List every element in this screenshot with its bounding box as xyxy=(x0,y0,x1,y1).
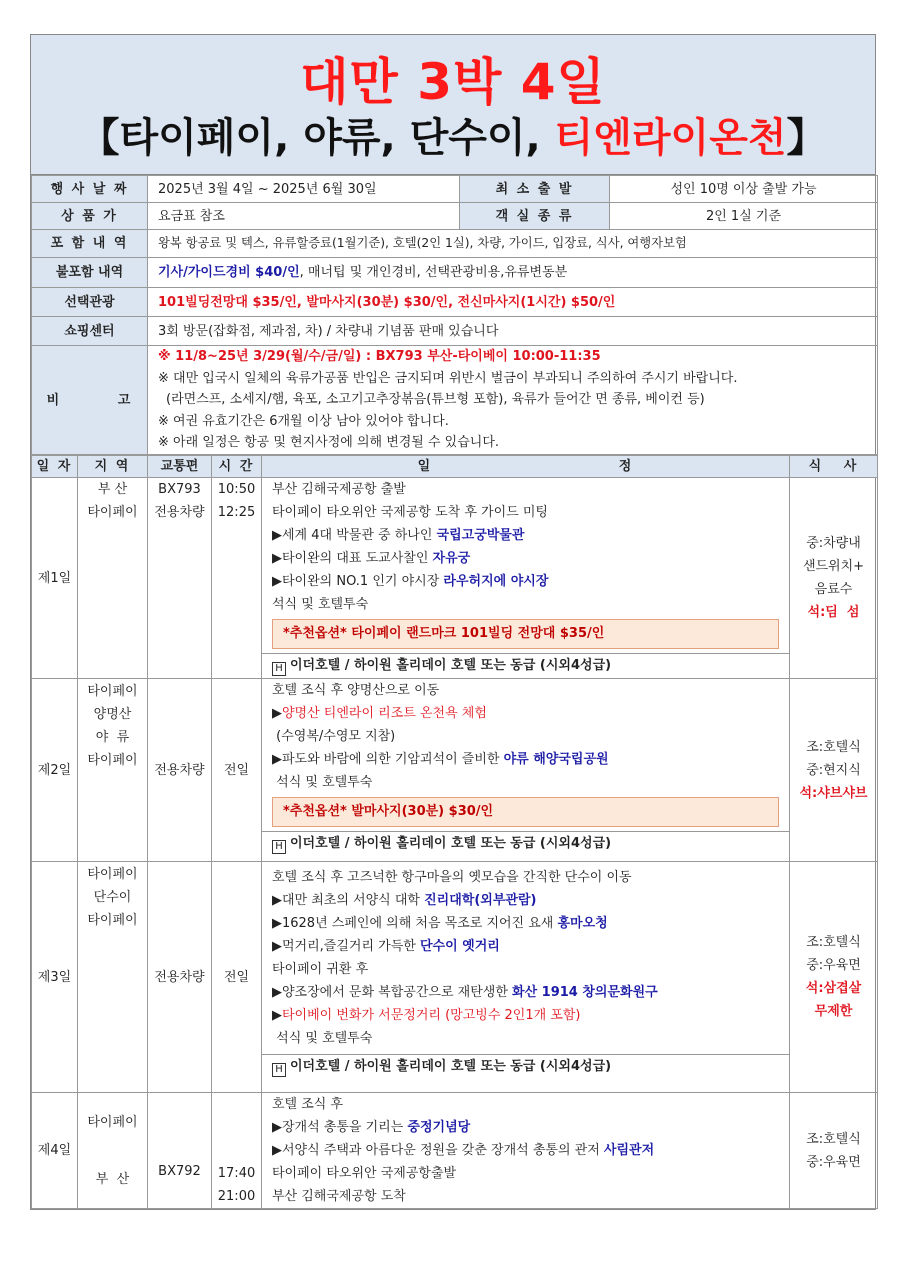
highlight-place: 라우허지에 야시장 xyxy=(443,574,549,589)
time-cell xyxy=(212,679,262,862)
transport-name: 전용차량 xyxy=(154,505,205,520)
recommended-option: *추천옵션* 타이페이 랜드마크 101빌딩 전망대 $35/인 xyxy=(272,619,779,649)
transport-cell xyxy=(148,679,212,862)
included-value: 왕복 항공료 및 텍스, 유류할증료(1월기준), 호텔(2인 1실), 차량, 가이드, 입장료, 식사, 여행자보험 xyxy=(148,230,878,258)
schedule-text: 호텔 조식 후 양명산으로 이동 xyxy=(272,683,440,698)
schedule-line xyxy=(272,771,779,794)
dinner-item: 석:삼겹살 무제한 xyxy=(805,981,862,1019)
schedule-text: 부산 김해국제공항 도착 xyxy=(272,1189,406,1204)
remark-meat-examples: (라면스프, 소세지/햄, 육포, 소고기고추장볶음(튜브형 포함), 육류가 들어간 면 종류, 베이컨 등) xyxy=(166,392,705,408)
region-name: 부 산 xyxy=(97,482,128,497)
meal-cell xyxy=(790,478,878,679)
schedule-line xyxy=(272,547,779,570)
hotel-icon: H xyxy=(272,840,286,854)
schedule-text: ▶양조장에서 문화 복합공간으로 재탄생한 xyxy=(272,985,513,1000)
option-tour-label: 선택관광 xyxy=(32,288,148,317)
meal-item: 샌드위치+ xyxy=(802,559,865,574)
schedule-line xyxy=(272,725,779,748)
schedule-line xyxy=(272,679,779,702)
recommended-option: *추천옵션* 발마사지(30분) $30/인 xyxy=(272,797,779,827)
region-name: 타이페이 xyxy=(87,1114,138,1130)
subtitle-open-bracket: 【 xyxy=(79,115,120,161)
highlight-place: 진리대학(외부관람) xyxy=(424,893,537,908)
dinner-item: 석:딤 섬 xyxy=(807,605,860,620)
highlight-place: 타이베이 번화가 서문정거리 (망고빙수 2인1개 포함) xyxy=(282,1008,581,1023)
price-value: 요금표 참조 xyxy=(148,203,460,230)
schedule-cell xyxy=(262,1093,790,1209)
schedule-text: 부산 김해국제공항 출발 xyxy=(272,482,406,497)
remarks-label: 비 고 xyxy=(32,346,148,455)
remark-flight: ※ 11/8~25년 3/29(월/수/금/일) : BX793 부산-타이베이 10:00-11:35 xyxy=(158,349,601,365)
header-meal: 식 사 xyxy=(790,456,878,478)
shopping-value: 3회 방문(잡화점, 제과점, 차) / 차량내 기념품 판매 있습니다 xyxy=(148,317,878,346)
hotel-line xyxy=(262,831,789,856)
schedule-line xyxy=(272,524,779,547)
transport-cell xyxy=(148,1093,212,1209)
schedule-line xyxy=(272,501,779,524)
schedule-text: ▶장개석 총통을 기리는 xyxy=(272,1120,408,1135)
time-value: 17:40 xyxy=(217,1166,256,1181)
day-label: 제1일 xyxy=(32,478,78,679)
schedule-text: ▶ xyxy=(272,1008,282,1023)
day-row xyxy=(32,862,878,1093)
hotel-name: 이더호텔 / 하이원 홀리데이 호텔 또는 동급 (시외4성급) xyxy=(290,658,612,673)
schedule-line xyxy=(272,866,779,889)
highlight-place: 화산 1914 창의문화원구 xyxy=(512,985,658,1000)
highlight-place: 중정기념당 xyxy=(407,1120,471,1135)
schedule-text: 타이페이 귀환 후 xyxy=(272,962,369,977)
schedule-text: ▶먹거리,즐길거리 가득한 xyxy=(272,939,420,954)
schedule-cell xyxy=(262,478,790,679)
page-subtitle xyxy=(31,111,875,165)
schedule-text: ▶타이완의 NO.1 인기 야시장 xyxy=(272,574,444,589)
hotel-icon: H xyxy=(272,662,286,676)
remarks xyxy=(148,346,878,455)
highlight-place: 자유궁 xyxy=(432,551,471,566)
meal-item: 조:호텔식 xyxy=(806,739,861,755)
schedule-line xyxy=(272,935,779,958)
remark-meat-ban: ※ 대만 입국시 일체의 육류가공품 반입은 금지되며 위반시 벌금이 부과되니 주의하여 주시기 바랍니다. xyxy=(158,370,738,386)
meal-item: 중:우육면 xyxy=(806,958,861,973)
excluded-value xyxy=(148,258,878,288)
schedule-text: ▶1628년 스페인에 의해 처음 목조로 지어진 요새 xyxy=(272,916,558,931)
schedule-line xyxy=(272,593,779,616)
region-cell xyxy=(78,862,148,1093)
schedule-text: ▶세계 4대 박물관 중 하나인 xyxy=(272,528,437,543)
meal-item: 중:현지식 xyxy=(806,762,861,778)
day-label: 제2일 xyxy=(32,679,78,862)
schedule-table xyxy=(31,455,878,1209)
info-table xyxy=(31,175,878,455)
schedule-text: ▶파도와 바람에 의한 기암괴석이 즐비한 xyxy=(272,752,504,767)
price-label: 상 품 가 xyxy=(32,203,148,230)
schedule-text: 석식 및 호텔투숙 xyxy=(272,597,369,612)
schedule-line xyxy=(272,1004,779,1027)
day-label: 제4일 xyxy=(32,1093,78,1209)
hotel-name: 이더호텔 / 하이원 홀리데이 호텔 또는 동급 (시외4성급) xyxy=(290,836,612,851)
time-cell xyxy=(212,1093,262,1209)
schedule-line xyxy=(272,889,779,912)
header-transport: 교통편 xyxy=(148,456,212,478)
period-value: 2025년 3월 4일 ~ 2025년 6월 30일 xyxy=(148,176,460,203)
guide-fee: 기사/가이드경비 $40/인 xyxy=(158,265,300,280)
day-row xyxy=(32,679,878,862)
region-name: 야 류 xyxy=(95,730,130,745)
region-name: 타이페이 xyxy=(87,913,138,928)
transport-cell xyxy=(148,478,212,679)
meal-cell xyxy=(790,862,878,1093)
schedule-text: ▶ xyxy=(272,706,282,721)
schedule-cell xyxy=(262,862,790,1093)
header-schedule: 일 정 xyxy=(262,456,790,478)
schedule-text: 호텔 조식 후 고즈넉한 항구마을의 옛모습을 간직한 단수이 이동 xyxy=(272,870,632,885)
schedule-line xyxy=(272,570,779,593)
title-block xyxy=(31,35,875,175)
header-time: 시 간 xyxy=(212,456,262,478)
page-title: 대만 3박 4일 xyxy=(300,53,606,111)
schedule-line xyxy=(272,1139,779,1162)
schedule-line xyxy=(272,958,779,981)
time-value: 21:00 xyxy=(217,1189,256,1204)
hotel-name: 이더호텔 / 하이원 홀리데이 호텔 또는 동급 (시외4성급) xyxy=(290,1059,612,1074)
region-name: 단수이 xyxy=(93,890,132,905)
time-cell xyxy=(212,862,262,1093)
subtitle-highlight: 티엔라이온천 xyxy=(554,115,787,161)
time-cell xyxy=(212,478,262,679)
transport-name: 전용차량 xyxy=(154,762,205,778)
day-row xyxy=(32,1093,878,1209)
itinerary-sheet xyxy=(30,34,876,1210)
meal-item: 조:호텔식 xyxy=(806,935,861,950)
highlight-place: 홍마오청 xyxy=(557,916,608,931)
meal-cell xyxy=(790,679,878,862)
schedule-text: ▶서양식 주택과 아름다운 정원을 갖춘 장개석 총통의 관저 xyxy=(272,1143,604,1158)
region-name: 타이페이 xyxy=(87,684,138,699)
region-name: 타이페이 xyxy=(87,867,138,882)
highlight-place: 단수이 옛거리 xyxy=(419,939,500,954)
meal-item: 중:우육면 xyxy=(806,1154,861,1170)
hotel-line xyxy=(262,653,789,678)
option-tour-value: 101빌딩전망대 $35/인, 발마사지(30분) $30/인, 전신마사지(1시간) $50/인 xyxy=(148,288,878,317)
highlight-place: 양명산 티엔라이 리조트 온천욕 체험 xyxy=(282,706,487,721)
excluded-rest: , 매너팁 및 개인경비, 선택관광비용,유류변동분 xyxy=(299,265,568,280)
room-type-label: 객 실 종 류 xyxy=(460,203,610,230)
schedule-line xyxy=(272,478,779,501)
subtitle-cities: 타이페이, 야류, 단수이, xyxy=(119,115,555,161)
meal-cell xyxy=(790,1093,878,1209)
header-day: 일 자 xyxy=(32,456,78,478)
transport-name: BX792 xyxy=(158,1164,201,1179)
min-depart-value: 성인 10명 이상 출발 가능 xyxy=(610,176,878,203)
region-name: 타이페이 xyxy=(87,753,138,768)
dinner-item: 석:샤브샤브 xyxy=(799,785,868,801)
schedule-line xyxy=(272,1027,779,1050)
region-cell xyxy=(78,478,148,679)
excluded-label: 불포함 내역 xyxy=(32,258,148,288)
highlight-place: 사림관저 xyxy=(603,1143,655,1158)
day-row xyxy=(32,478,878,679)
hotel-icon: H xyxy=(272,1063,286,1077)
remark-change: ※ 아래 일정은 항공 및 현지사정에 의해 변경될 수 있습니다. xyxy=(158,435,500,451)
highlight-place: 국립고궁박물관 xyxy=(436,528,525,543)
region-cell xyxy=(78,1093,148,1209)
region-name: 양명산 xyxy=(93,707,132,722)
transport-cell xyxy=(148,862,212,1093)
schedule-line xyxy=(272,981,779,1004)
meal-item: 조:호텔식 xyxy=(806,1131,861,1147)
header-region: 지 역 xyxy=(78,456,148,478)
shopping-label: 쇼핑센터 xyxy=(32,317,148,346)
schedule-line xyxy=(272,1162,779,1185)
schedule-line xyxy=(272,748,779,771)
included-label: 포 함 내 역 xyxy=(32,230,148,258)
region-name: 타이페이 xyxy=(87,505,138,520)
time-value: 10:50 xyxy=(217,482,256,497)
hotel-line xyxy=(262,1054,789,1079)
region-name: 부 산 xyxy=(95,1171,130,1187)
schedule-line xyxy=(272,702,779,725)
schedule-line xyxy=(272,912,779,935)
subtitle-close-bracket: 】 xyxy=(786,115,827,161)
meal-item: 중:차량내 xyxy=(806,536,861,551)
time-value: 12:25 xyxy=(217,505,256,520)
period-label: 행 사 날 짜 xyxy=(32,176,148,203)
schedule-line xyxy=(272,1185,779,1208)
region-cell xyxy=(78,679,148,862)
highlight-place: 야류 해양국립공원 xyxy=(503,752,609,767)
schedule-line xyxy=(272,1093,779,1116)
schedule-text: ▶타이완의 대표 도교사찰인 xyxy=(272,551,433,566)
schedule-text: ▶대만 최초의 서양식 대학 xyxy=(272,893,425,908)
time-value: 전일 xyxy=(223,969,250,985)
schedule-text: 타이페이 타오위안 국제공항 도착 후 가이드 미팅 xyxy=(272,505,548,520)
room-type-value: 2인 1실 기준 xyxy=(610,203,878,230)
schedule-text: 타이페이 타오위안 국제공항출발 xyxy=(272,1166,457,1181)
time-value: 전일 xyxy=(223,762,250,778)
transport-name: 전용차량 xyxy=(154,969,205,985)
day-label: 제3일 xyxy=(32,862,78,1093)
schedule-text: 석식 및 호텔투숙 xyxy=(272,775,373,790)
min-depart-label: 최 소 출 발 xyxy=(460,176,610,203)
remark-passport: ※ 여권 유효기간은 6개월 이상 남아 있어야 합니다. xyxy=(158,413,449,429)
schedule-cell xyxy=(262,679,790,862)
transport-name: BX793 xyxy=(158,482,201,497)
schedule-line xyxy=(272,1116,779,1139)
schedule-text: 석식 및 호텔투숙 xyxy=(272,1031,373,1046)
schedule-text: (수영복/수영모 지참) xyxy=(272,729,396,744)
meal-item: 음료수 xyxy=(814,582,853,597)
schedule-text: 호텔 조식 후 xyxy=(272,1097,344,1112)
